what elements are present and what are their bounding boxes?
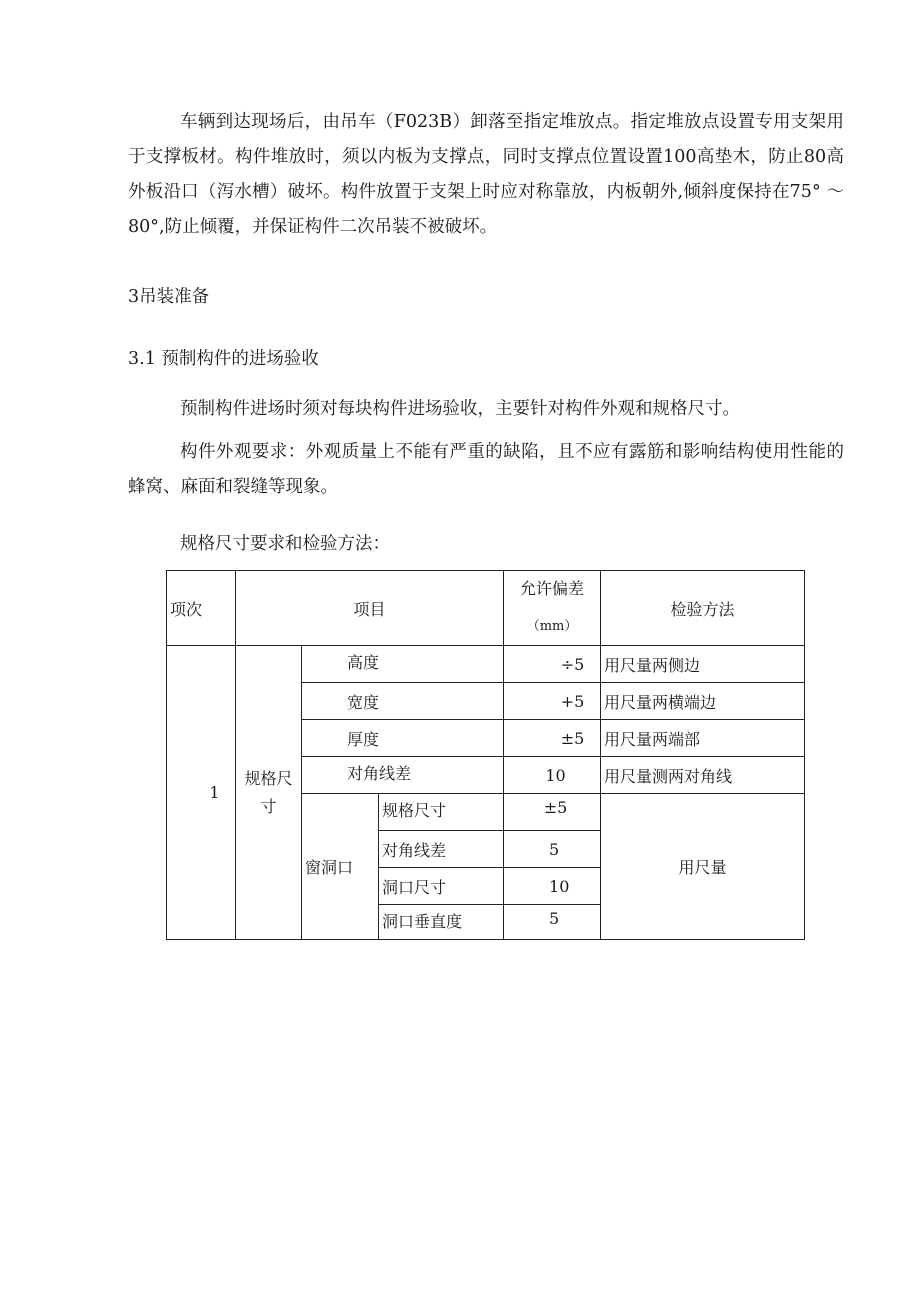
window-row-tolerance: 5 [504,831,601,868]
row-item: 宽度 [302,683,504,720]
row-method: 用尺量两横端边 [601,683,805,720]
row-item: 对角线差 [302,757,504,794]
header-method: 检验方法 [601,571,805,646]
group-label-cell [236,646,302,940]
section-heading: 3吊装准备 [128,287,210,307]
window-row-item: 对角线差 [379,831,504,868]
window-row-item: 洞口尺寸 [379,868,504,905]
row-method: 用尺量两侧边 [601,646,805,683]
intro-section [128,105,844,245]
row-method: 用尺量两端部 [601,720,805,757]
header-index: 项次 [167,571,236,646]
group-label-line2: 寸 [260,796,277,816]
group-label-line1: 规格尺 [244,768,293,788]
window-group-cell: 窗洞口 [302,794,379,940]
row-tolerance: +5 [504,683,601,720]
row-item: 高度 [302,646,504,683]
acceptance-section [128,392,844,505]
row-item: 厚度 [302,720,504,757]
window-row-tolerance: 10 [504,868,601,905]
spec-table [166,570,805,940]
header-tolerance [504,571,601,646]
window-row-item: 洞口垂直度 [379,905,504,940]
row-tolerance: 10 [504,757,601,794]
table-caption: 规格尺寸要求和检验方法： [180,534,390,554]
window-row-item: 规格尺寸 [379,794,504,831]
paragraph-acceptance: 预制构件进场时须对每块构件进场验收，主要针对构件外观和规格尺寸。 [180,399,740,419]
header-item: 项目 [236,571,504,646]
header-tolerance-line1: 允许偏差 [520,579,585,598]
table-header-row [167,571,805,646]
window-row-tolerance: ±5 [504,794,601,831]
index-cell: 1 [167,646,236,940]
row-method: 用尺量测两对角线 [601,757,805,794]
window-row-tolerance: 5 [504,905,601,940]
subsection-heading: 3.1 预制构件的进场验收 [128,349,319,369]
header-tolerance-line2: （mm） [526,619,578,634]
row-tolerance: ÷5 [504,646,601,683]
paragraph-unloading: 车辆到达现场后，由吊车（F023B）卸落至指定堆放点。指定堆放点设置专用支架用于支撑板材。构件堆放时，须以内板为支撑点，同时支撑点位置设置100高垫木，防止80高外板沿口（泻水槽）破坏。构件放置于支架上时应对称靠放，内板朝外,倾斜度保持在75° ～80°,防止倾覆，并保证构件二次吊装不被破坏。 [128,112,844,237]
window-method-cell: 用尺量 [601,794,805,940]
table-row [167,646,805,683]
row-tolerance: ±5 [504,720,601,757]
paragraph-appearance: 构件外观要求：外观质量上不能有严重的缺陷，且不应有露筋和影响结构使用性能的蜂窝、麻面和裂缝等现象。 [128,442,844,497]
